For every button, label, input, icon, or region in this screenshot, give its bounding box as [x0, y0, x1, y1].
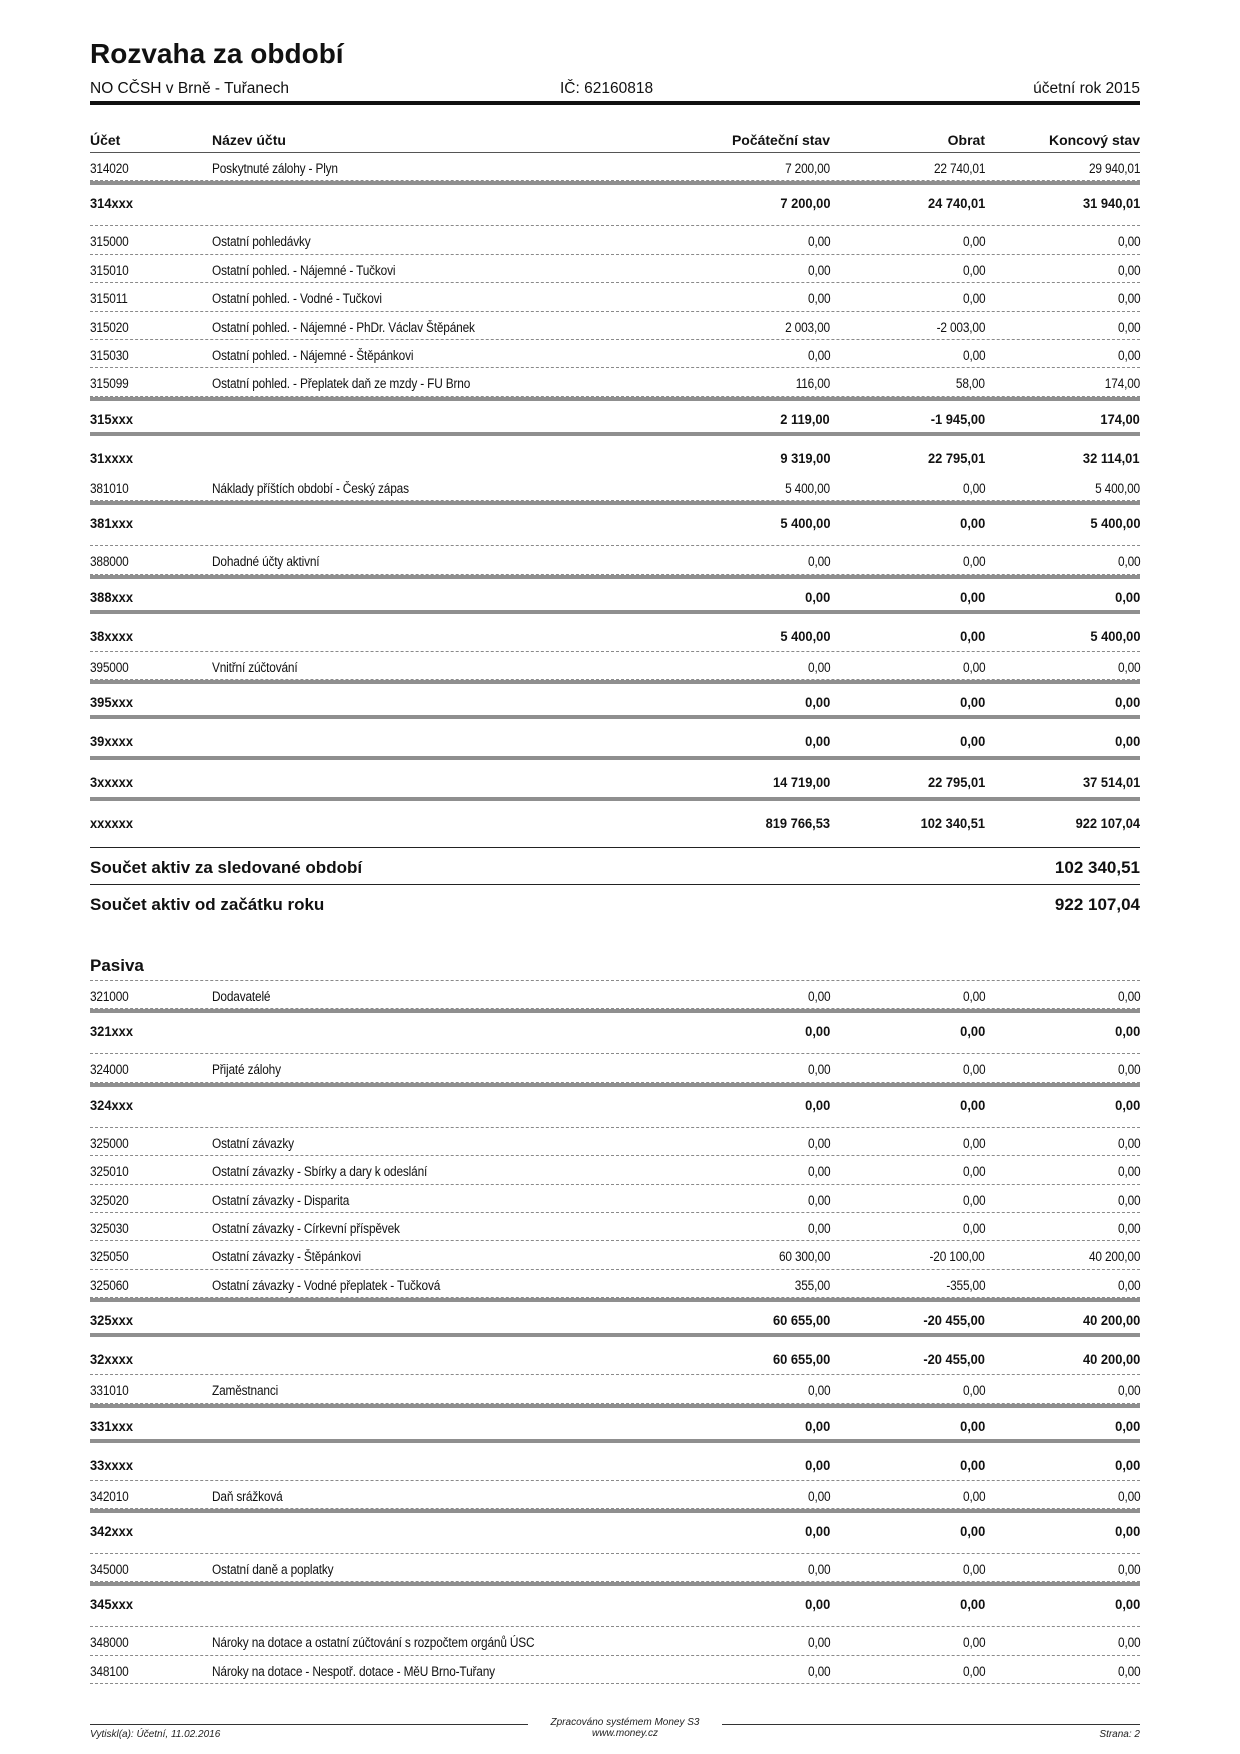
- turnover: 0,00: [959, 588, 985, 605]
- assets-summary: [90, 847, 1140, 921]
- ending-balance: 40 200,00: [1082, 1351, 1140, 1368]
- turnover: 0,00: [959, 1456, 985, 1473]
- account-code: 325xxx: [90, 1312, 133, 1329]
- account-row: [90, 1185, 1140, 1213]
- turnover: 0,00: [959, 1417, 985, 1434]
- liabilities-section-title: Pasiva: [90, 956, 144, 975]
- subtotal-row: [90, 575, 1140, 610]
- beginning-balance: 0,00: [807, 1488, 830, 1504]
- ending-balance: 0,00: [1114, 1023, 1140, 1040]
- ending-balance: 0,00: [1117, 554, 1140, 570]
- printed-by: Vytiskl(a): Účetní, 11.02.2016: [90, 1729, 221, 1740]
- turnover: -20 100,00: [929, 1249, 985, 1265]
- footer-rule-right: [722, 1724, 1140, 1725]
- beginning-balance: 2 119,00: [780, 410, 830, 427]
- turnover: 0,00: [962, 1488, 985, 1504]
- ending-balance: 5 400,00: [1089, 515, 1140, 532]
- ending-balance: 922 107,04: [1075, 814, 1140, 831]
- ending-balance: 0,00: [1117, 1383, 1140, 1399]
- subtotal-row: [90, 1404, 1140, 1439]
- column-header-ending: Koncový stav: [1048, 132, 1140, 148]
- group-total-row: [90, 756, 1140, 797]
- turnover: 22 740,01: [933, 161, 985, 176]
- account-code: xxxxxx: [90, 814, 133, 831]
- ending-balance: 0,00: [1117, 1635, 1140, 1651]
- account-code: 325000: [90, 1135, 129, 1151]
- beginning-balance: 2 003,00: [785, 319, 830, 335]
- beginning-balance: 0,00: [807, 1220, 830, 1236]
- ending-balance: 0,00: [1114, 1456, 1140, 1473]
- turnover: -20 455,00: [923, 1312, 985, 1329]
- beginning-balance: 0,00: [804, 1023, 830, 1040]
- account-row: [90, 981, 1140, 1009]
- turnover: 0,00: [959, 732, 985, 749]
- group-total-row: [90, 715, 1140, 756]
- organization-name: NO CČSH v Brně - Tuřanech: [90, 80, 289, 97]
- account-code: 348000: [90, 1635, 129, 1651]
- account-row: [90, 1481, 1140, 1509]
- ending-balance: 40 200,00: [1088, 1249, 1140, 1265]
- ending-balance: 5 400,00: [1095, 480, 1140, 496]
- beginning-balance: 0,00: [804, 1596, 830, 1613]
- account-row: [90, 255, 1140, 283]
- account-code: 325020: [90, 1192, 129, 1208]
- account-name: Ostatní pohledávky: [212, 234, 311, 250]
- ending-balance: 0,00: [1117, 1164, 1140, 1180]
- ending-balance: 0,00: [1114, 1096, 1140, 1113]
- account-row: [90, 283, 1140, 311]
- account-code: 321000: [90, 989, 129, 1004]
- group-total-row: [90, 797, 1140, 838]
- turnover: 0,00: [962, 1383, 985, 1399]
- account-name: Ostatní závazky: [212, 1135, 294, 1151]
- group-total-row: [90, 610, 1140, 652]
- ending-balance: 0,00: [1117, 1220, 1140, 1236]
- turnover: 0,00: [962, 659, 985, 675]
- beginning-balance: 0,00: [807, 1383, 830, 1399]
- account-name: Ostatní závazky - Štěpánkovi: [212, 1249, 361, 1265]
- row-spacer: [90, 1617, 1140, 1627]
- account-name: Zaměstnanci: [212, 1383, 279, 1399]
- ending-balance: 174,00: [1100, 410, 1140, 427]
- turnover: 0,00: [962, 1062, 985, 1078]
- account-name: Ostatní pohled. - Přeplatek daň ze mzdy - FU Brno: [212, 376, 471, 392]
- beginning-balance: 0,00: [807, 989, 830, 1004]
- turnover: 22 795,01: [927, 449, 985, 466]
- beginning-balance: 0,00: [807, 291, 830, 307]
- turnover: 0,00: [959, 1023, 985, 1040]
- account-row: [90, 153, 1140, 181]
- balance-sheet-page: [90, 0, 1140, 1754]
- report-subheader: [90, 80, 1140, 100]
- group-total-row: [90, 1439, 1140, 1481]
- account-code: 388xxx: [90, 588, 133, 605]
- beginning-balance: 0,00: [804, 693, 830, 710]
- row-spacer: [90, 216, 1140, 226]
- beginning-balance: 0,00: [807, 1561, 830, 1577]
- turnover: 0,00: [959, 1096, 985, 1113]
- footer-rule-left: [90, 1724, 528, 1725]
- column-header-beginning: Počáteční stav: [731, 132, 830, 148]
- subtotal-row: [90, 501, 1140, 536]
- turnover: 0,00: [962, 1192, 985, 1208]
- account-code: 33xxxx: [90, 1456, 133, 1473]
- ending-balance: 0,00: [1114, 732, 1140, 749]
- account-row: [90, 226, 1140, 254]
- ending-balance: 40 200,00: [1082, 1312, 1140, 1329]
- subtotal-row: [90, 1083, 1140, 1118]
- beginning-balance: 0,00: [804, 1096, 830, 1113]
- account-code: 395000: [90, 659, 129, 675]
- account-code: 345xxx: [90, 1596, 133, 1613]
- account-code: 32xxxx: [90, 1351, 133, 1368]
- account-name: Ostatní závazky - Disparita: [212, 1192, 350, 1208]
- turnover: 0,00: [962, 347, 985, 363]
- turnover: 0,00: [962, 1220, 985, 1236]
- ytd-assets-sum-row: [90, 884, 1140, 921]
- subtotal-row: [90, 1298, 1140, 1333]
- turnover: 0,00: [959, 515, 985, 532]
- account-code: 331010: [90, 1383, 129, 1399]
- account-code: 315030: [90, 347, 129, 363]
- ending-balance: 0,00: [1117, 1488, 1140, 1504]
- subtotal-row: [90, 680, 1140, 715]
- account-code: 321xxx: [90, 1023, 133, 1040]
- ending-balance: 0,00: [1117, 659, 1140, 675]
- turnover: 58,00: [956, 376, 985, 392]
- account-name: Náklady příštích období - Český zápas: [212, 480, 409, 496]
- beginning-balance: 0,00: [807, 1635, 830, 1651]
- group-total-row: [90, 1333, 1140, 1375]
- beginning-balance: 14 719,00: [772, 773, 830, 790]
- ending-balance: 174,00: [1104, 376, 1140, 392]
- account-row: [90, 1156, 1140, 1184]
- account-code: 395xxx: [90, 693, 133, 710]
- subtotal-row: [90, 1582, 1140, 1617]
- beginning-balance: 0,00: [807, 1192, 830, 1208]
- page-number: Strana: 2: [1099, 1729, 1140, 1740]
- account-name: Ostatní závazky - Vodné přeplatek - Tučková: [212, 1277, 441, 1293]
- account-name: Nároky na dotace a ostatní zúčtování s rozpočtem orgánů ÚSC: [212, 1635, 535, 1651]
- beginning-balance: 0,00: [807, 347, 830, 363]
- account-name: Poskytnuté zálohy - Plyn: [212, 161, 338, 176]
- row-spacer: [90, 1118, 1140, 1128]
- account-code: 342010: [90, 1488, 129, 1504]
- turnover: 22 795,01: [927, 773, 985, 790]
- row-spacer: [90, 1044, 1140, 1054]
- subtotal-row: [90, 1509, 1140, 1544]
- report-title: Rozvaha za období: [90, 38, 344, 69]
- period-assets-sum-label: Součet aktiv za sledované období: [90, 858, 363, 877]
- beginning-balance: 9 319,00: [779, 449, 830, 466]
- page-footer: [90, 1712, 1140, 1742]
- account-name: Ostatní závazky - Církevní příspěvek: [212, 1220, 400, 1236]
- account-code: 314020: [90, 161, 129, 176]
- account-row: [90, 1656, 1140, 1684]
- ending-balance: 5 400,00: [1089, 627, 1140, 644]
- account-code: 348100: [90, 1663, 129, 1679]
- account-code: 315020: [90, 319, 129, 335]
- account-code: 315000: [90, 234, 129, 250]
- subtotal-row: [90, 1009, 1140, 1044]
- beginning-balance: 0,00: [807, 1663, 830, 1679]
- ending-balance: 0,00: [1117, 1135, 1140, 1151]
- account-code: 388000: [90, 554, 129, 570]
- period-assets-sum-row: [90, 847, 1140, 884]
- beginning-balance: 819 766,53: [765, 814, 830, 831]
- account-row: [90, 368, 1140, 396]
- beginning-balance: 5 400,00: [785, 480, 830, 496]
- account-code: 325010: [90, 1164, 129, 1180]
- account-row: [90, 1627, 1140, 1655]
- beginning-balance: 0,00: [807, 659, 830, 675]
- turnover: -355,00: [945, 1277, 985, 1293]
- account-name: Ostatní pohled. - Vodné - Tučkovi: [212, 291, 382, 307]
- column-header-turnover: Obrat: [947, 132, 985, 148]
- account-row: [90, 1128, 1140, 1156]
- account-name: Dodavatelé: [212, 989, 271, 1004]
- account-row: [90, 1054, 1140, 1082]
- ending-balance: 0,00: [1114, 1417, 1140, 1434]
- group-total-row: [90, 432, 1140, 473]
- account-code: 325050: [90, 1249, 129, 1265]
- organization-ic: IČ: 62160818: [560, 80, 654, 97]
- fiscal-year: účetní rok 2015: [1033, 80, 1140, 97]
- turnover: 0,00: [962, 262, 985, 278]
- account-code: 315099: [90, 376, 129, 392]
- turnover: 0,00: [962, 291, 985, 307]
- ytd-assets-sum-value: 922 107,04: [1054, 895, 1140, 914]
- turnover: 0,00: [962, 989, 985, 1004]
- account-row: [90, 1375, 1140, 1403]
- ending-balance: 0,00: [1117, 234, 1140, 250]
- ending-balance: 0,00: [1117, 989, 1140, 1004]
- header-divider: [90, 101, 1140, 105]
- account-name: Ostatní pohled. - Nájemné - Štěpánkovi: [212, 347, 414, 363]
- turnover: 24 740,01: [927, 195, 985, 212]
- beginning-balance: 0,00: [804, 1456, 830, 1473]
- account-name: Vnitřní zúčtování: [212, 659, 298, 675]
- ending-balance: 0,00: [1117, 319, 1140, 335]
- ending-balance: 0,00: [1117, 1663, 1140, 1679]
- turnover: -1 945,00: [930, 410, 985, 427]
- account-row: [90, 652, 1140, 680]
- ending-balance: 0,00: [1117, 347, 1140, 363]
- account-row: [90, 1554, 1140, 1582]
- beginning-balance: 0,00: [807, 234, 830, 250]
- ending-balance: 0,00: [1114, 1596, 1140, 1613]
- assets-ledger: [90, 153, 1140, 838]
- account-code: 381010: [90, 480, 129, 496]
- ending-balance: 0,00: [1117, 1561, 1140, 1577]
- ending-balance: 0,00: [1117, 291, 1140, 307]
- account-name: Dohadné účty aktivní: [212, 554, 320, 570]
- beginning-balance: 5 400,00: [779, 515, 830, 532]
- account-row: [90, 1213, 1140, 1241]
- account-row: [90, 312, 1140, 340]
- beginning-balance: 7 200,00: [779, 195, 830, 212]
- account-code: 325060: [90, 1277, 129, 1293]
- ending-balance: 0,00: [1117, 1062, 1140, 1078]
- turnover: -2 003,00: [936, 319, 985, 335]
- beginning-balance: 0,00: [807, 554, 830, 570]
- account-code: 345000: [90, 1561, 129, 1577]
- account-code: 31xxxx: [90, 449, 133, 466]
- ending-balance: 37 514,01: [1082, 773, 1140, 790]
- turnover: 102 340,51: [920, 814, 985, 831]
- turnover: 0,00: [959, 1522, 985, 1539]
- turnover: 0,00: [959, 693, 985, 710]
- account-name: Daň srážková: [212, 1488, 283, 1504]
- account-row: [90, 1241, 1140, 1269]
- ending-balance: 0,00: [1117, 262, 1140, 278]
- beginning-balance: 0,00: [804, 588, 830, 605]
- turnover: 0,00: [962, 480, 985, 496]
- beginning-balance: 5 400,00: [779, 627, 830, 644]
- beginning-balance: 0,00: [804, 1522, 830, 1539]
- account-code: 315011: [90, 291, 128, 307]
- software-credit: [530, 1717, 720, 1739]
- row-spacer: [90, 536, 1140, 546]
- subtotal-row: [90, 181, 1140, 216]
- ending-balance: 0,00: [1114, 693, 1140, 710]
- turnover: 0,00: [962, 554, 985, 570]
- beginning-balance: 60 655,00: [772, 1312, 830, 1329]
- account-code: 315xxx: [90, 410, 133, 427]
- account-row: [90, 473, 1140, 501]
- beginning-balance: 0,00: [804, 732, 830, 749]
- beginning-balance: 7 200,00: [785, 161, 830, 176]
- turnover: 0,00: [962, 1164, 985, 1180]
- account-code: 381xxx: [90, 515, 133, 532]
- turnover: 0,00: [962, 1663, 985, 1679]
- account-code: 331xxx: [90, 1417, 133, 1434]
- beginning-balance: 0,00: [807, 1135, 830, 1151]
- account-code: 315010: [90, 262, 129, 278]
- liabilities-ledger: [90, 980, 1140, 1684]
- account-name: Nároky na dotace - Nespotř. dotace - MěU Brno-Tuřany: [212, 1663, 495, 1679]
- account-code: 39xxxx: [90, 732, 133, 749]
- software-name: Zpracováno systémem Money S3: [550, 1717, 700, 1728]
- turnover: 0,00: [962, 1135, 985, 1151]
- turnover: -20 455,00: [923, 1351, 985, 1368]
- turnover: 0,00: [959, 1596, 985, 1613]
- beginning-balance: 60 655,00: [772, 1351, 830, 1368]
- beginning-balance: 355,00: [794, 1277, 830, 1293]
- account-row: [90, 546, 1140, 574]
- column-header-account: Účet: [90, 132, 121, 148]
- software-website: www.money.cz: [592, 1728, 658, 1739]
- beginning-balance: 0,00: [807, 262, 830, 278]
- ending-balance: 0,00: [1114, 588, 1140, 605]
- subtotal-row: [90, 397, 1140, 432]
- account-row: [90, 1270, 1140, 1298]
- beginning-balance: 0,00: [807, 1062, 830, 1078]
- ending-balance: 0,00: [1117, 1192, 1140, 1208]
- account-name: Ostatní pohled. - Nájemné - Tučkovi: [212, 262, 396, 278]
- beginning-balance: 60 300,00: [778, 1249, 830, 1265]
- account-name: Ostatní závazky - Sbírky a dary k odeslání: [212, 1164, 428, 1180]
- turnover: 0,00: [959, 627, 985, 644]
- turnover: 0,00: [962, 234, 985, 250]
- ending-balance: 0,00: [1114, 1522, 1140, 1539]
- account-name: Ostatní pohled. - Nájemné - PhDr. Václav Štěpánek: [212, 319, 475, 335]
- account-code: 324xxx: [90, 1096, 133, 1113]
- ending-balance: 0,00: [1117, 1277, 1140, 1293]
- turnover: 0,00: [962, 1635, 985, 1651]
- ending-balance: 31 940,01: [1082, 195, 1140, 212]
- account-code: 324000: [90, 1062, 129, 1078]
- beginning-balance: 0,00: [804, 1417, 830, 1434]
- account-code: 325030: [90, 1220, 129, 1236]
- account-code: 314xxx: [90, 195, 133, 212]
- account-code: 38xxxx: [90, 627, 133, 644]
- account-name: Přijaté zálohy: [212, 1062, 281, 1078]
- account-row: [90, 340, 1140, 368]
- column-header-name: Název účtu: [212, 132, 286, 148]
- turnover: 0,00: [962, 1561, 985, 1577]
- beginning-balance: 116,00: [795, 376, 830, 392]
- beginning-balance: 0,00: [807, 1164, 830, 1180]
- account-name: Ostatní daně a poplatky: [212, 1561, 334, 1577]
- period-assets-sum-value: 102 340,51: [1054, 858, 1140, 877]
- ending-balance: 29 940,01: [1088, 161, 1140, 176]
- account-code: 3xxxxx: [90, 773, 133, 790]
- row-spacer: [90, 1544, 1140, 1554]
- column-header-row: [90, 132, 1140, 153]
- ending-balance: 32 114,01: [1083, 449, 1140, 466]
- ytd-assets-sum-label: Součet aktiv od začátku roku: [90, 895, 325, 914]
- account-code: 342xxx: [90, 1522, 133, 1539]
